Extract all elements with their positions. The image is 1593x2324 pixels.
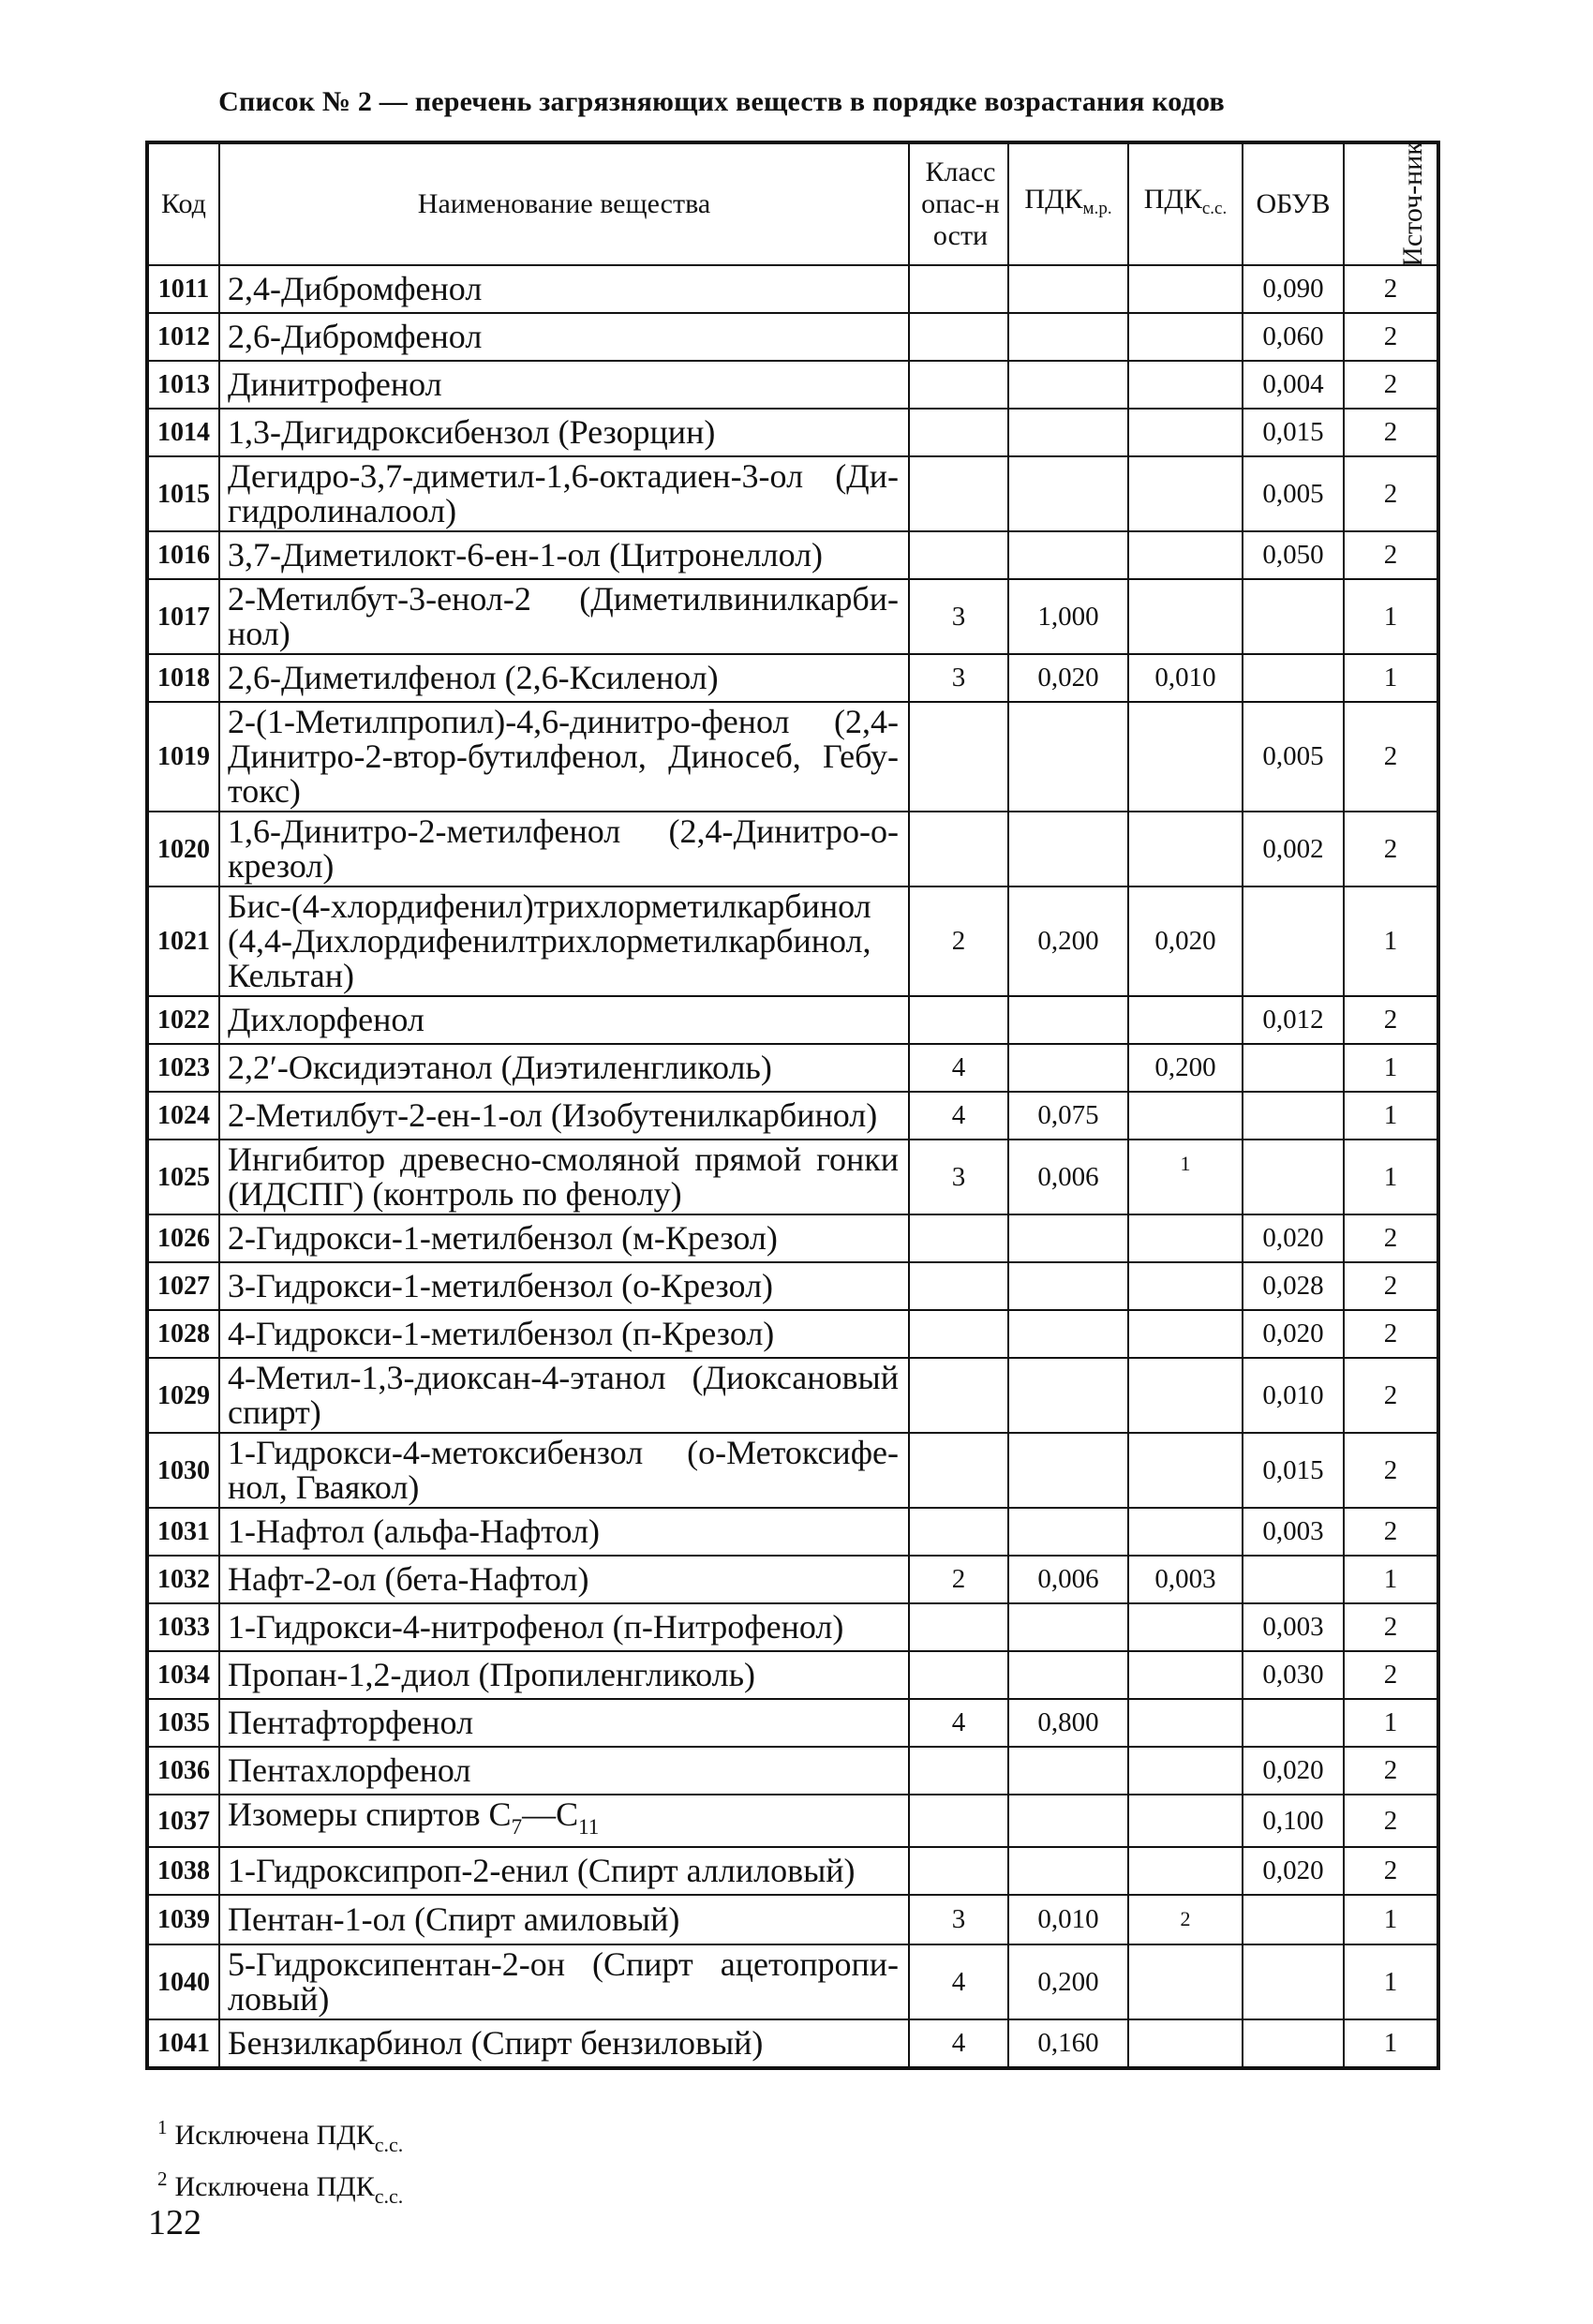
table-row <box>147 1214 1438 1262</box>
row-pdk-mr <box>1008 1795 1128 1847</box>
row-name: 1-Гидрокси-4-метоксибензол (о-Метоксифе-нол, Гваякол) <box>219 1433 909 1508</box>
row-pdk-mr <box>1008 313 1128 361</box>
row-pdk-mr <box>1008 265 1128 313</box>
row-name: Дихлорфенол <box>219 996 909 1044</box>
table-row <box>147 1847 1438 1895</box>
row-code: 1038 <box>147 1847 219 1895</box>
row-obuv: 0,012 <box>1243 996 1344 1044</box>
row-pdk-ss <box>1128 1092 1243 1140</box>
row-name: 2-(1-Метилпропил)-4,6-динитро-фенол (2,4-Динитро-2-втор-бутилфенол, Диносеб, Гебу-токс) <box>219 702 909 812</box>
row-pdk-ss <box>1128 456 1243 531</box>
table-row <box>147 579 1438 654</box>
row-hazard-class <box>909 1747 1008 1795</box>
row-name: Нафт-2-ол (бета-Нафтол) <box>219 1556 909 1603</box>
row-pdk-mr <box>1008 1262 1128 1310</box>
row-code: 1018 <box>147 654 219 702</box>
row-pdk-ss <box>1128 1603 1243 1651</box>
row-code: 1012 <box>147 313 219 361</box>
row-name: 2-Гидрокси-1-метилбензол (м-Крезол) <box>219 1214 909 1262</box>
row-source: 2 <box>1344 1214 1438 1262</box>
row-name: 1-Нафтол (альфа-Нафтол) <box>219 1508 909 1556</box>
row-name: Бис-(4-хлордифенил)трихлорметилкарбинол (4,4-Дихлордифенилтрихлорметилкарбинол, Кельтан) <box>219 886 909 996</box>
row-obuv: 0,030 <box>1243 1651 1344 1699</box>
row-hazard-class <box>909 265 1008 313</box>
row-source: 2 <box>1344 1603 1438 1651</box>
row-source: 2 <box>1344 1433 1438 1508</box>
row-name: 2,6-Дибромфенол <box>219 313 909 361</box>
row-code: 1034 <box>147 1651 219 1699</box>
row-hazard-class <box>909 361 1008 409</box>
row-obuv: 0,020 <box>1243 1847 1344 1895</box>
row-name: 2,6-Диметилфенол (2,6-Ксиленол) <box>219 654 909 702</box>
row-pdk-ss: 2 <box>1128 1895 1243 1944</box>
row-source: 1 <box>1344 2019 1438 2068</box>
row-source: 2 <box>1344 313 1438 361</box>
header-hazard-class <box>909 142 1008 265</box>
row-pdk-ss <box>1128 1847 1243 1895</box>
row-pdk-mr: 0,200 <box>1008 886 1128 996</box>
table-row <box>147 1895 1438 1944</box>
row-name: 3-Гидрокси-1-метилбензол (о-Крезол) <box>219 1262 909 1310</box>
table-row <box>147 1262 1438 1310</box>
row-obuv: 0,015 <box>1243 409 1344 456</box>
table-row <box>147 1310 1438 1358</box>
row-name: Бензилкарбинол (Спирт бензиловый) <box>219 2019 909 2068</box>
row-source: 2 <box>1344 1508 1438 1556</box>
row-pdk-ss: 0,200 <box>1128 1044 1243 1092</box>
row-obuv: 0,028 <box>1243 1262 1344 1310</box>
row-hazard-class <box>909 996 1008 1044</box>
row-obuv: 0,020 <box>1243 1747 1344 1795</box>
row-code: 1033 <box>147 1603 219 1651</box>
row-name: 2,4-Дибромфенол <box>219 265 909 313</box>
row-code: 1032 <box>147 1556 219 1603</box>
row-pdk-ss <box>1128 1508 1243 1556</box>
row-source: 2 <box>1344 1847 1438 1895</box>
row-source: 2 <box>1344 996 1438 1044</box>
row-pdk-ss <box>1128 1433 1243 1508</box>
row-pdk-mr: 0,075 <box>1008 1092 1128 1140</box>
header-pdk-ss: $ПДК_{с.с.}$ <box>1128 142 1243 265</box>
row-source: 2 <box>1344 1262 1438 1310</box>
row-hazard-class: 4 <box>909 1092 1008 1140</box>
row-obuv <box>1243 1895 1344 1944</box>
row-code: 1022 <box>147 996 219 1044</box>
row-code: 1017 <box>147 579 219 654</box>
row-obuv: 0,003 <box>1243 1508 1344 1556</box>
row-hazard-class: 3 <box>909 579 1008 654</box>
row-source: 2 <box>1344 1747 1438 1795</box>
row-code: 1029 <box>147 1358 219 1433</box>
row-pdk-mr <box>1008 1508 1128 1556</box>
row-obuv: 0,002 <box>1243 812 1344 886</box>
row-hazard-class <box>909 1603 1008 1651</box>
row-hazard-class <box>909 1651 1008 1699</box>
row-hazard-class: 4 <box>909 1944 1008 2019</box>
table-row <box>147 1433 1438 1508</box>
row-hazard-class <box>909 1795 1008 1847</box>
row-source: 1 <box>1344 886 1438 996</box>
row-obuv <box>1243 1699 1344 1747</box>
row-code: 1028 <box>147 1310 219 1358</box>
row-pdk-ss <box>1128 1651 1243 1699</box>
row-pdk-mr <box>1008 702 1128 812</box>
row-obuv: 0,050 <box>1243 531 1344 579</box>
table-row <box>147 1508 1438 1556</box>
row-code: 1020 <box>147 812 219 886</box>
row-obuv: 0,015 <box>1243 1433 1344 1508</box>
row-code: 1023 <box>147 1044 219 1092</box>
table-row <box>147 1699 1438 1747</box>
row-name: Пентан-1-ол (Спирт амиловый) <box>219 1895 909 1944</box>
row-hazard-class <box>909 1262 1008 1310</box>
row-pdk-ss <box>1128 996 1243 1044</box>
table-row <box>147 1603 1438 1651</box>
table-row <box>147 313 1438 361</box>
row-pdk-ss <box>1128 2019 1243 2068</box>
table-body <box>147 265 1438 2068</box>
row-code: 1036 <box>147 1747 219 1795</box>
row-hazard-class <box>909 1358 1008 1433</box>
row-hazard-class <box>909 702 1008 812</box>
row-obuv: 0,004 <box>1243 361 1344 409</box>
row-pdk-mr <box>1008 1310 1128 1358</box>
footnote: $^1$ Исключена $ПДК_{с.с.}$ <box>157 2116 404 2156</box>
row-pdk-mr <box>1008 1214 1128 1262</box>
row-pdk-ss <box>1128 1310 1243 1358</box>
row-pdk-ss <box>1128 702 1243 812</box>
row-pdk-ss <box>1128 1214 1243 1262</box>
table-row <box>147 1358 1438 1433</box>
row-hazard-class: 3 <box>909 1140 1008 1214</box>
page-title: Список № 2 — перечень загрязняющих веществ в порядке возрастания кодов <box>218 86 1225 117</box>
row-code: 1014 <box>147 409 219 456</box>
row-obuv: 0,005 <box>1243 456 1344 531</box>
row-obuv <box>1243 886 1344 996</box>
row-obuv <box>1243 1044 1344 1092</box>
row-code: 1013 <box>147 361 219 409</box>
table-row <box>147 654 1438 702</box>
row-pdk-mr: 1,000 <box>1008 579 1128 654</box>
row-pdk-ss <box>1128 1358 1243 1433</box>
row-source: 2 <box>1344 456 1438 531</box>
row-hazard-class <box>909 456 1008 531</box>
table-row <box>147 361 1438 409</box>
row-pdk-mr <box>1008 1651 1128 1699</box>
row-hazard-class <box>909 313 1008 361</box>
row-code: 1015 <box>147 456 219 531</box>
table-row <box>147 1651 1438 1699</box>
row-source: 1 <box>1344 579 1438 654</box>
row-source: 2 <box>1344 1358 1438 1433</box>
row-code: 1035 <box>147 1699 219 1747</box>
row-hazard-class: 4 <box>909 1044 1008 1092</box>
row-pdk-mr <box>1008 1603 1128 1651</box>
row-source: 1 <box>1344 1944 1438 2019</box>
row-name: Дегидро-3,7-диметил-1,6-октадиен-3-ол (Ди-гидролиналоол) <box>219 456 909 531</box>
row-hazard-class <box>909 1433 1008 1508</box>
row-code: 1037 <box>147 1795 219 1847</box>
row-pdk-ss: 0,003 <box>1128 1556 1243 1603</box>
row-name: 4-Гидрокси-1-метилбензол (п-Крезол) <box>219 1310 909 1358</box>
row-pdk-mr <box>1008 531 1128 579</box>
header-source-text: Источ-ник <box>1396 142 1428 267</box>
footnote: $^2$ Исключена $ПДК_{с.с.}$ <box>157 2168 404 2208</box>
row-code: 1027 <box>147 1262 219 1310</box>
row-name: Ингибитор древесно-смоляной прямой гонки (ИДСПГ) (контроль по фенолу) <box>219 1140 909 1214</box>
row-name: 2,2′-Оксидиэтанол (Диэтиленгликоль) <box>219 1044 909 1092</box>
table-row <box>147 996 1438 1044</box>
row-name: Динитрофенол <box>219 361 909 409</box>
row-source: 1 <box>1344 1699 1438 1747</box>
row-code: 1024 <box>147 1092 219 1140</box>
row-pdk-ss: 0,010 <box>1128 654 1243 702</box>
table-row <box>147 531 1438 579</box>
row-name: 2-Метилбут-3-енол-2 (Диметилвинилкарби-нол) <box>219 579 909 654</box>
row-pdk-mr <box>1008 456 1128 531</box>
row-pdk-mr <box>1008 409 1128 456</box>
table-row <box>147 265 1438 313</box>
row-pdk-mr <box>1008 1358 1128 1433</box>
row-name: 1,6-Динитро-2-метилфенол (2,4-Динитро-о-крезол) <box>219 812 909 886</box>
row-code: 1021 <box>147 886 219 996</box>
row-source: 2 <box>1344 265 1438 313</box>
row-pdk-mr <box>1008 1044 1128 1092</box>
row-pdk-mr <box>1008 1847 1128 1895</box>
table-row <box>147 1556 1438 1603</box>
row-code: 1016 <box>147 531 219 579</box>
row-pdk-ss <box>1128 1795 1243 1847</box>
row-obuv: 0,100 <box>1243 1795 1344 1847</box>
row-pdk-mr <box>1008 361 1128 409</box>
row-pdk-mr: 0,020 <box>1008 654 1128 702</box>
table-row <box>147 1795 1438 1847</box>
table-row <box>147 886 1438 996</box>
row-pdk-ss <box>1128 1262 1243 1310</box>
row-obuv <box>1243 1556 1344 1603</box>
row-pdk-ss <box>1128 313 1243 361</box>
row-pdk-mr <box>1008 1433 1128 1508</box>
row-name: 4-Метил-1,3-диоксан-4-этанол (Диоксановый спирт) <box>219 1358 909 1433</box>
row-name: 3,7-Диметилокт-6-ен-1-ол (Цитронеллол) <box>219 531 909 579</box>
footnotes <box>157 2110 403 2213</box>
row-source: 2 <box>1344 702 1438 812</box>
row-name: Пентафторфенол <box>219 1699 909 1747</box>
row-source: 1 <box>1344 1092 1438 1140</box>
header-name: Наименование вещества <box>219 142 909 265</box>
page-number: 122 <box>148 2203 201 2242</box>
table-row <box>147 2019 1438 2068</box>
row-source: 2 <box>1344 1795 1438 1847</box>
row-pdk-mr: 0,160 <box>1008 2019 1128 2068</box>
row-hazard-class: 2 <box>909 1556 1008 1603</box>
row-obuv: 0,010 <box>1243 1358 1344 1433</box>
row-code: 1031 <box>147 1508 219 1556</box>
row-obuv <box>1243 2019 1344 2068</box>
header-source <box>1344 142 1438 265</box>
row-pdk-ss <box>1128 265 1243 313</box>
row-code: 1039 <box>147 1895 219 1944</box>
row-obuv <box>1243 579 1344 654</box>
row-pdk-mr: 0,800 <box>1008 1699 1128 1747</box>
row-source: 1 <box>1344 1895 1438 1944</box>
table-row <box>147 1140 1438 1214</box>
row-pdk-ss <box>1128 1944 1243 2019</box>
row-name: 2-Метилбут-2-ен-1-ол (Изобутенилкарбинол) <box>219 1092 909 1140</box>
header-code: Код <box>147 142 219 265</box>
row-obuv <box>1243 1944 1344 2019</box>
row-hazard-class: 3 <box>909 654 1008 702</box>
row-pdk-mr: 0,010 <box>1008 1895 1128 1944</box>
row-pdk-ss <box>1128 361 1243 409</box>
table-row <box>147 812 1438 886</box>
row-source: 1 <box>1344 1044 1438 1092</box>
table-row <box>147 702 1438 812</box>
table-row <box>147 1044 1438 1092</box>
table-row <box>147 456 1438 531</box>
table-row <box>147 409 1438 456</box>
row-hazard-class: 3 <box>909 1895 1008 1944</box>
table-row <box>147 1944 1438 2019</box>
row-pdk-mr: 0,200 <box>1008 1944 1128 2019</box>
substances-table <box>145 141 1440 2070</box>
table-row <box>147 1747 1438 1795</box>
row-hazard-class <box>909 1310 1008 1358</box>
header-obuv: ОБУВ <box>1243 142 1344 265</box>
row-code: 1040 <box>147 1944 219 2019</box>
row-hazard-class: 2 <box>909 886 1008 996</box>
row-name: 1-Гидрокси-4-нитрофенол (п-Нитрофенол) <box>219 1603 909 1651</box>
row-pdk-ss <box>1128 1699 1243 1747</box>
row-name: 5-Гидроксипентан-2-он (Спирт ацетопропи-ловый) <box>219 1944 909 2019</box>
row-name: 1,3-Дигидроксибензол (Резорцин) <box>219 409 909 456</box>
row-hazard-class: 4 <box>909 2019 1008 2068</box>
row-obuv: 0,020 <box>1243 1214 1344 1262</box>
header-pdk-mr: $ПДК_{м.р.}$ <box>1008 142 1128 265</box>
header-hazard-class-text: Класс опас-ности <box>921 156 1000 251</box>
row-source: 1 <box>1344 1556 1438 1603</box>
row-hazard-class <box>909 409 1008 456</box>
row-obuv: 0,005 <box>1243 702 1344 812</box>
row-code: 1025 <box>147 1140 219 1214</box>
row-obuv <box>1243 1092 1344 1140</box>
row-pdk-mr <box>1008 996 1128 1044</box>
row-hazard-class: 4 <box>909 1699 1008 1747</box>
row-name: Пентахлорфенол <box>219 1747 909 1795</box>
row-pdk-ss <box>1128 579 1243 654</box>
row-pdk-ss: 0,020 <box>1128 886 1243 996</box>
row-obuv: 0,003 <box>1243 1603 1344 1651</box>
row-obuv: 0,020 <box>1243 1310 1344 1358</box>
row-source: 1 <box>1344 654 1438 702</box>
row-pdk-mr <box>1008 812 1128 886</box>
row-hazard-class <box>909 1847 1008 1895</box>
row-source: 2 <box>1344 1310 1438 1358</box>
row-hazard-class <box>909 1508 1008 1556</box>
row-obuv: 0,060 <box>1243 313 1344 361</box>
row-pdk-mr: 0,006 <box>1008 1556 1128 1603</box>
row-name: Изомеры спиртов $C_7—C_{11}$ <box>219 1795 909 1847</box>
row-obuv: 0,090 <box>1243 265 1344 313</box>
table-row <box>147 1092 1438 1140</box>
row-hazard-class <box>909 812 1008 886</box>
row-name: Пропан-1,2-диол (Пропиленгликоль) <box>219 1651 909 1699</box>
row-hazard-class <box>909 1214 1008 1262</box>
row-pdk-ss <box>1128 409 1243 456</box>
row-obuv <box>1243 654 1344 702</box>
row-source: 1 <box>1344 1140 1438 1214</box>
row-pdk-ss: 1 <box>1128 1140 1243 1214</box>
row-code: 1026 <box>147 1214 219 1262</box>
row-name: 1-Гидроксипроп-2-енил (Спирт аллиловый) <box>219 1847 909 1895</box>
row-code: 1030 <box>147 1433 219 1508</box>
row-source: 2 <box>1344 361 1438 409</box>
row-pdk-ss <box>1128 531 1243 579</box>
row-source: 2 <box>1344 1651 1438 1699</box>
row-pdk-mr: 0,006 <box>1008 1140 1128 1214</box>
row-source: 2 <box>1344 531 1438 579</box>
row-code: 1011 <box>147 265 219 313</box>
row-source: 2 <box>1344 409 1438 456</box>
row-source: 2 <box>1344 812 1438 886</box>
row-hazard-class <box>909 531 1008 579</box>
row-code: 1019 <box>147 702 219 812</box>
row-code: 1041 <box>147 2019 219 2068</box>
row-pdk-ss <box>1128 812 1243 886</box>
row-obuv <box>1243 1140 1344 1214</box>
header-row <box>147 142 1438 265</box>
row-pdk-ss <box>1128 1747 1243 1795</box>
row-pdk-mr <box>1008 1747 1128 1795</box>
